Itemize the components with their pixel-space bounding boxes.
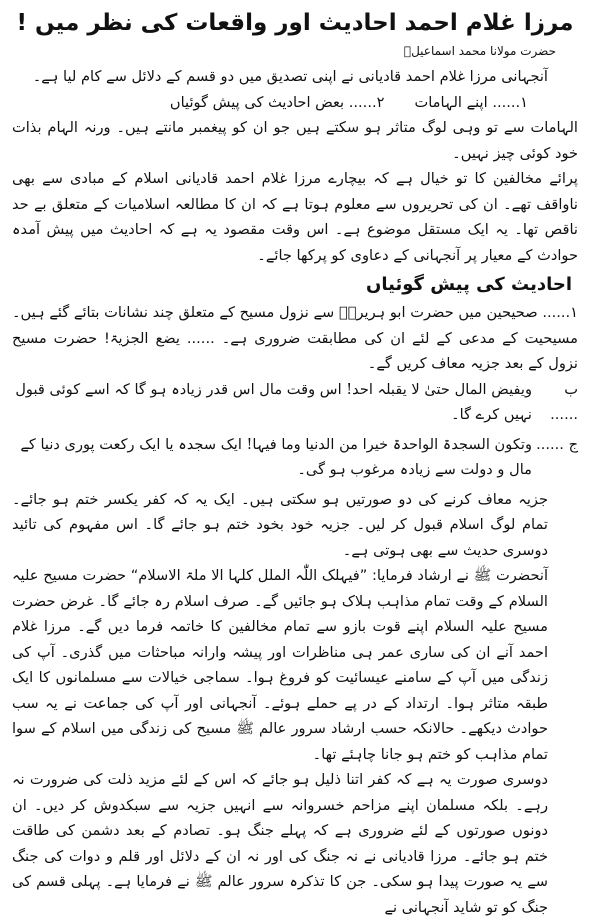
hadith-label: ب ...... — [550, 380, 578, 423]
intro-paragraph: آنجہانی مرزا غلام احمد قادیانی نے اپنی تصدیق میں دو قسم کے دلائل سے کام لیا ہے۔ — [32, 68, 548, 85]
body-paragraph: الہامات سے تو وہی لوگ متاثر ہو سکتے ہیں جو ان کو پیغمبر مانتے ہیں۔ ورنہ الہام بذات خود کوئی چیز نہیں۔ — [12, 119, 578, 162]
hadith-text: وتکون السجدۃ الواحدۃ خیرا من الدنیا وما فیہا! ایک سجدہ یا ایک رکعت پوری دنیا کے مال و دولت سے زیادہ مرغوب ہو گی۔ — [20, 435, 532, 478]
article-title: مرزا غلام احمد احادیث اور واقعات کی نظر میں ! — [16, 10, 574, 36]
list-item-number: ۱...... — [492, 93, 528, 111]
list-item-text: اپنے الہامات — [414, 93, 488, 111]
hadith-item-b — [12, 377, 578, 428]
list-item-text: بعض احادیث کی پیش گوئیاں — [169, 93, 345, 111]
hadith-label: ج ...... — [536, 435, 578, 453]
list-item — [170, 90, 385, 116]
list-item — [414, 90, 528, 116]
hadith-item-a: ۱...... صحیحین میں حضرت ابو ہریرہؓ سے نزول مسیح کے متعلق چند نشانات بتائے گئے ہیں۔ مسیحیت کے مدعی کے لئے ان کی مطابقت ضروری ہے۔ ...... یضع الجزیۃ! حضرت مسیح نزول کے بعد جزیہ معاف کریں گے۔ — [12, 304, 578, 372]
body-paragraph: آنحضرت ﷺ نے ارشاد فرمایا: ”فیہلک اللّٰہ الملل کلہا الا ملۃ الاسلام“ حضرت مسیح علیہ السلام کے وقت تمام مذاہب ہلاک ہو جائیں گے۔ صرف اسلام رہ جائے گا۔ غرض حضرت مسیح علیہ السلام اپنے قوت بازو سے تمام مخالفین کا خاتمہ فرما دیں گے۔ مرزا غلام احمد آنے ان کی ساری عمر ہی مناظرات اور پیشہ وارانہ مباحثات میں گذری۔ آپ کی زندگی میں آپ کے سامنے عیسائیت کو فروغ ہوا۔ سماجی خیالات سے مسلمانوں کا ایک طبقہ متاثر ہوا۔ ارتداد کے در پے حملے ہوئے۔ آنجہانی اور آپ کی جماعت نے یہ سب حوادث دیکھے۔ حالانکہ حسب ارشاد سرور عالم ﷺ مسیح کی زندگی میں اسلام کے سوا تمام مذاہب کو ختم ہو جانا چاہئے تھا۔ — [12, 567, 548, 763]
hadith-item-c — [12, 432, 578, 483]
body-paragraph: دوسری صورت یہ ہے کہ کفر اتنا ذلیل ہو جائے کہ اس کے لئے مزید ذلت کی ضرورت نہ رہے۔ بلکہ مسلمان اپنے مزاحم خسروانہ سے انہیں جزیہ سے سبکدوش کر دیں۔ ان دونوں صورتوں کے لئے ضروری ہے کہ پہلے جنگ ہو۔ تصادم کے بعد دشمن کی طاقت ختم ہو جائے۔ مرزا قادیانی نے نہ جنگ کی اور نہ ان کے دلائل اور قلم و دوات کی جنگ سے یہ صورت پیدا ہو سکی۔ جن کا تذکرہ سرور عالم ﷺ نے فرمایا ہے۔ پہلی قسم کی جنگ کو تو شاید آنجہانی نے — [12, 771, 548, 916]
section-heading: احادیث کی پیش گوئیاں — [366, 274, 572, 295]
author-byline: حضرت مولانا محمد اسماعیلؒ — [403, 44, 556, 58]
hadith-text: ویفیض المال حتیٰ لا یقبلہ احد! اس وقت مال اس قدر زیادہ ہو گا کہ اسے کوئی قبول نہیں کرے گا۔ — [15, 380, 532, 423]
body-paragraph: پرائے مخالفین کا تو خیال ہے کہ بیچارے مرزا غلام احمد قادیانی اسلام کے مبادی سے بھی ناواقف تھے۔ ان کی تحریروں سے معلوم ہوتا ہے کہ ان کا مطالعہ اسلامیات کے متعلق بے حد ناقص تھا۔ یہ ایک مستقل موضوع ہے۔ اس وقت مقصود یہ ہے کہ احادیث میں پیش آمدہ حوادث کے معیار پر آنجہانی کے دعاوی کو پرکھا جائے۔ — [12, 170, 578, 264]
body-paragraph: جزیہ معاف کرنے کی دو صورتیں ہو سکتی ہیں۔ ایک یہ کہ کفر یکسر ختم ہو جائے۔ تمام لوگ اسلام قبول کر لیں۔ جزیہ خود بخود ختم ہو جائے گا۔ اس مفہوم کی تائید دوسری حدیث سے بھی ہوتی ہے۔ — [12, 490, 548, 559]
list-item-number: ۲...... — [348, 93, 385, 111]
evidence-list — [12, 90, 578, 116]
